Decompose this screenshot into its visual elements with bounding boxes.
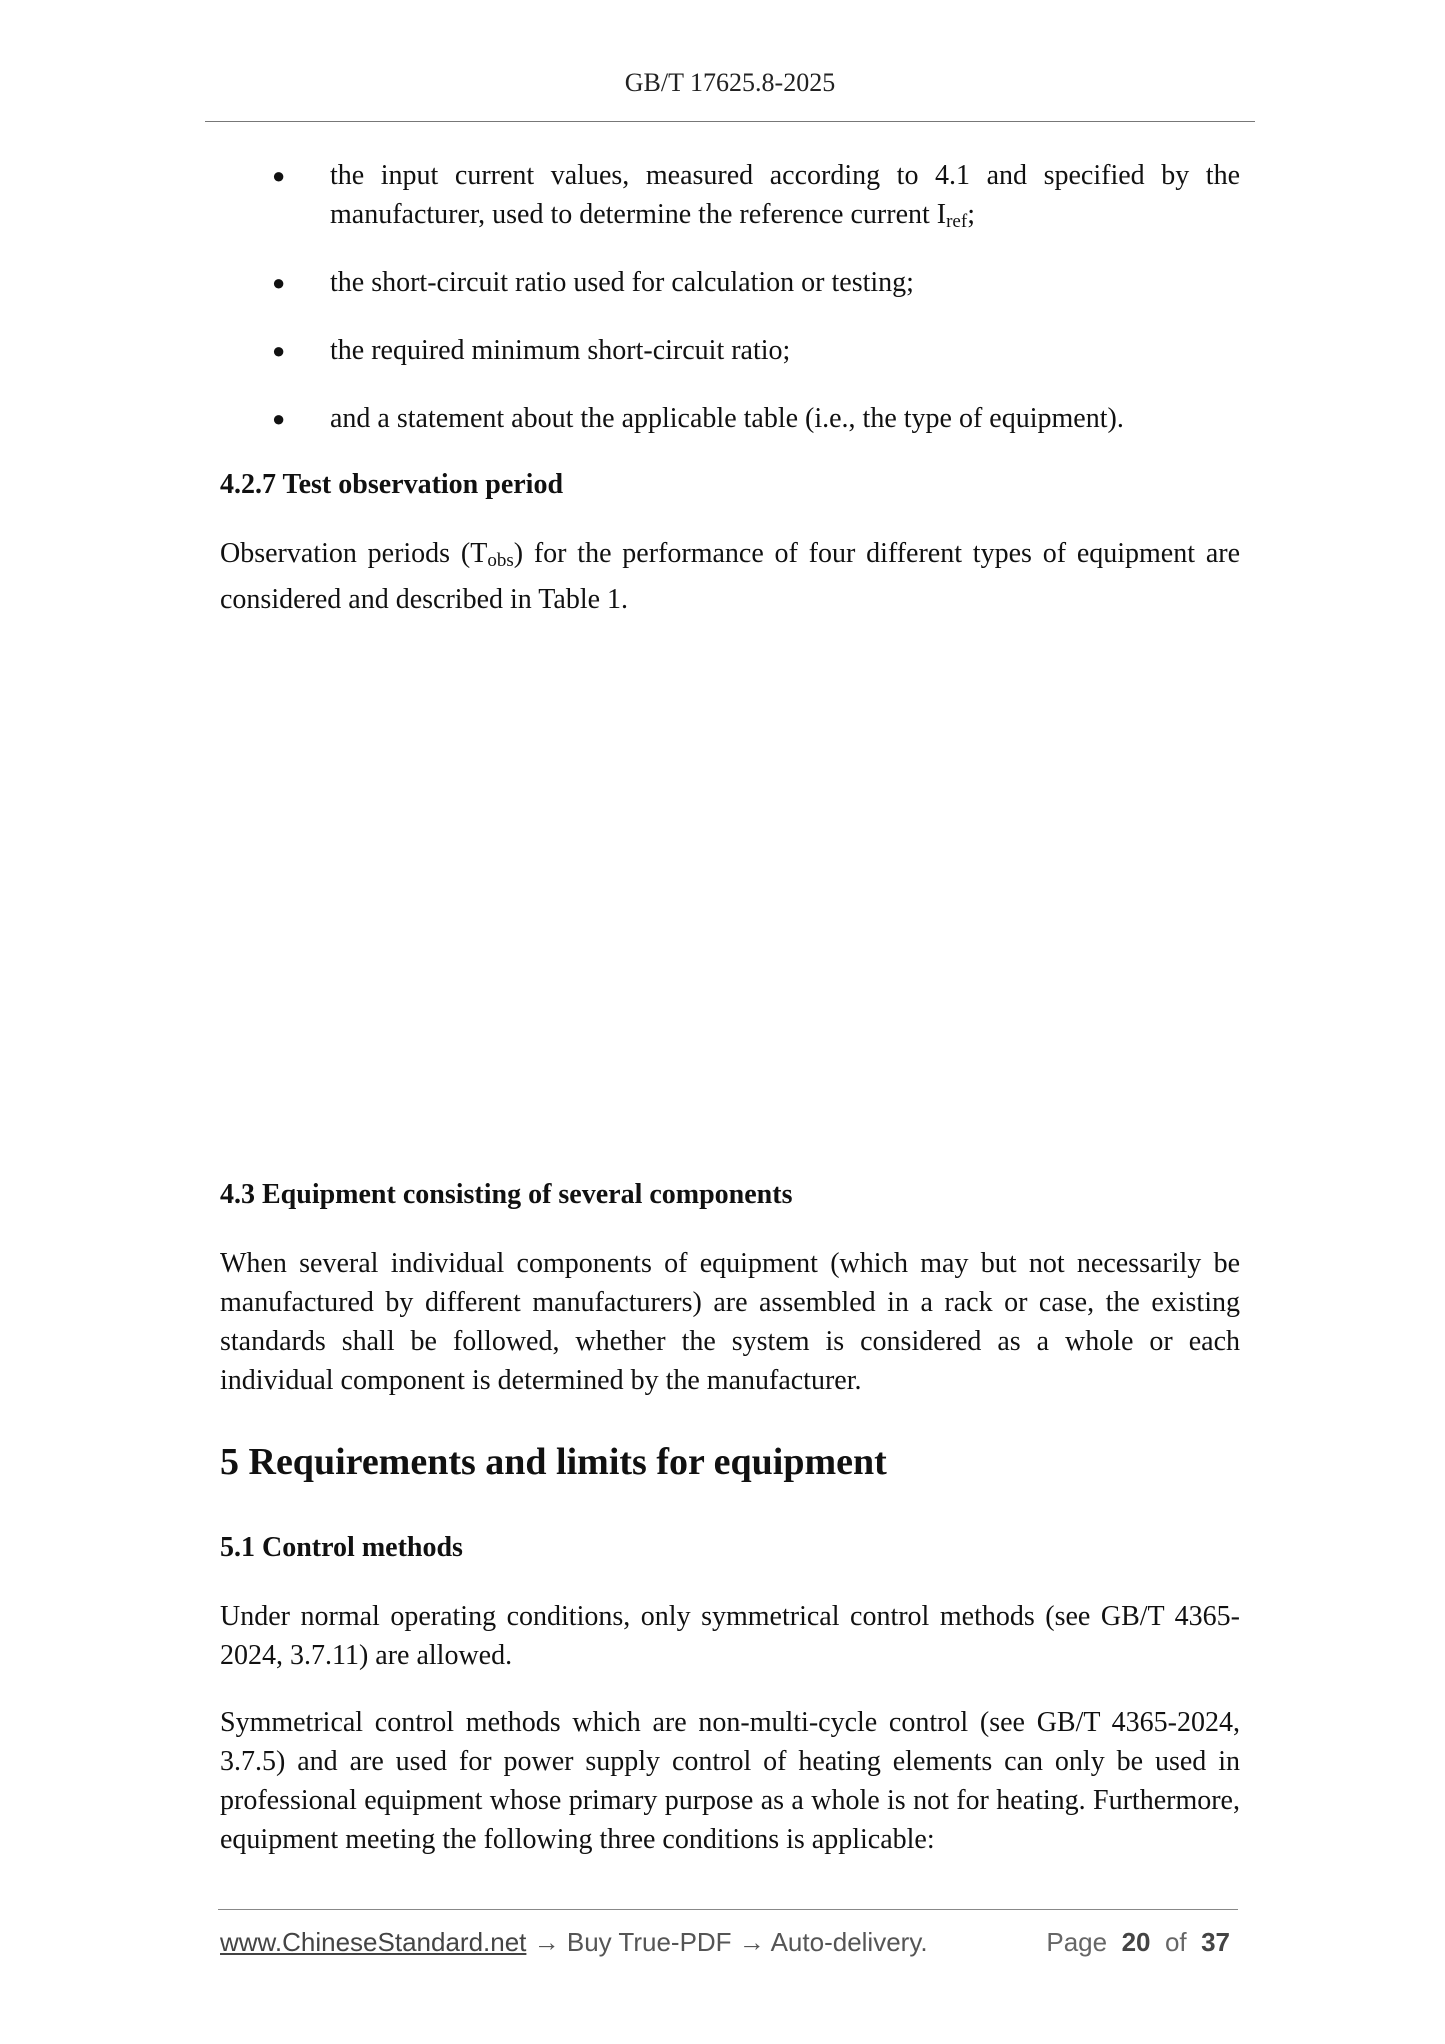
auto-delivery-text: Auto-delivery. [770, 1927, 928, 1957]
bullet-dot: ● [272, 406, 286, 431]
page-total: 37 [1201, 1927, 1230, 1957]
arrow-right-icon: → [731, 1927, 771, 1957]
page-indicator [1046, 1927, 1230, 1958]
bullet-line-text: manufacturer, used to determine the reference current I [330, 199, 947, 230]
page-current: 20 [1121, 1927, 1151, 1957]
buy-true-pdf-text: Buy True-PDF [566, 1927, 732, 1957]
footer-divider [218, 1909, 1238, 1910]
bullet-dot: ● [272, 338, 286, 363]
header-divider [205, 121, 1255, 122]
page-footer [220, 1927, 1230, 1958]
section-heading-4-3: 4.3 Equipment consisting of several components [220, 1179, 793, 1210]
paragraph-text: Observation periods (T [220, 538, 488, 569]
bullet-dot: ● [272, 270, 286, 295]
document-header: GB/T 17625.8-2025 [624, 68, 836, 97]
page-of-label: of [1164, 1927, 1187, 1957]
bullet-line-tail: ; [967, 199, 975, 230]
paragraph-observation-periods [220, 534, 1240, 619]
website-link[interactable]: www.ChineseStandard.net [220, 1927, 527, 1957]
chapter-heading-5: 5 Requirements and limits for equipment [220, 1441, 887, 1483]
subscript-obs: obs [487, 550, 514, 571]
bullet-text: the short-circuit ratio used for calculation or testing; [330, 267, 914, 298]
paragraph-symmetrical-control: Symmetrical control methods which are non-multi-cycle control (see GB/T 4365-2024, 3.7.5) and are used for power supply control of heating elements can only be used in professional equipment whose primary purpose as a whole is not for heating. Furthermore, equipment meeting the following three conditions is applicable: [220, 1707, 1240, 1855]
bullet-line: the input current values, measured according to 4.1 and specified by the [330, 160, 1240, 191]
paragraph-several-components: When several individual components of equipment (which may but not necessarily be manufactured by different manufacturers) are assembled in a rack or case, the existing standards shall be followed, whether the system is considered as a whole or each individual component is determined by the manufacturer. [220, 1248, 1240, 1396]
bullet-line [330, 195, 1240, 241]
bullet-text [330, 156, 1240, 241]
arrow-right-icon: → [526, 1927, 567, 1957]
section-heading-4-2-7: 4.2.7 Test observation period [220, 469, 564, 500]
page-label: Page [1046, 1927, 1108, 1957]
paragraph-text: ) for the performance of four different types of equipment are considered and described in Table 1. [220, 538, 1240, 615]
section-heading-5-1: 5.1 Control methods [220, 1532, 463, 1563]
bullet-text: the required minimum short-circuit ratio; [330, 335, 791, 366]
subscript-ref: ref [946, 211, 968, 232]
paragraph-control-methods: Under normal operating conditions, only symmetrical control methods (see GB/T 4365-2024, 3.7.11) are allowed. [220, 1601, 1240, 1671]
bullet-text: and a statement about the applicable table (i.e., the type of equipment). [330, 403, 1124, 434]
bullet-dot: ● [272, 163, 286, 188]
